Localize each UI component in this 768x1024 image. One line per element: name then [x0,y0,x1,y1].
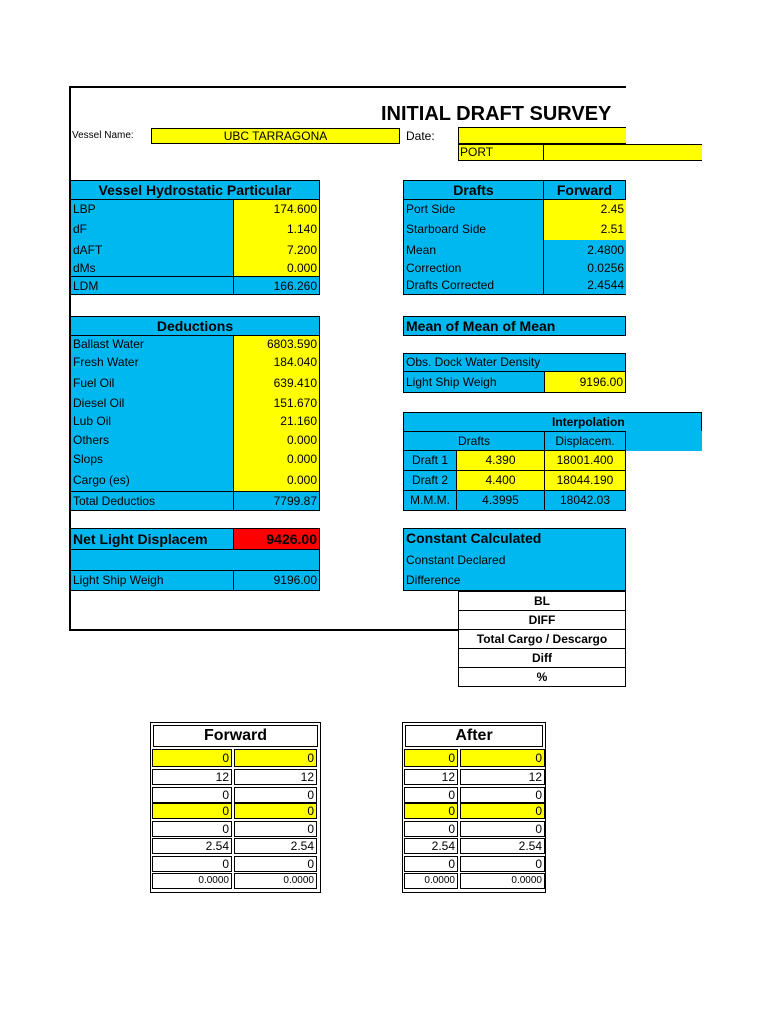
hydro-label: dAFT [70,240,234,260]
deduction-label: Cargo (es) [70,469,234,491]
forward_table-cell-a[interactable]: 0 [152,787,232,803]
hydro-label: dMs [70,259,234,277]
constant-header: Constant Calculated [406,530,542,546]
summary-row: Diff [458,648,626,668]
forward_table-cell-b[interactable]: 0 [234,787,317,803]
total-deductions-value: 7799.87 [273,494,317,508]
interp-drafts-col-header: Drafts [403,431,545,451]
forward_table-cell-a[interactable]: 0 [152,803,232,819]
after_table-cell-a[interactable]: 0 [404,821,458,837]
mmm-header: Mean of Mean of Mean [403,316,626,336]
port-label: PORT [460,145,494,159]
forward_table-cell-b[interactable]: 0 [234,856,317,872]
net-light-displacement-label: Net Light Displacem [70,528,234,550]
deduction-value[interactable]: 0.000 [233,431,320,450]
interp-row-draft: 4.3995 [456,490,545,511]
summary-row: % [458,667,626,687]
forward_table-cell-a[interactable]: 0 [152,821,232,837]
drafts-label: Correction [403,259,544,277]
drafts-label: Port Side [403,200,544,219]
drafts-label: Drafts Corrected [403,276,544,295]
after_table-cell-b[interactable]: 0 [460,856,545,872]
constant-declared-label: Constant Declared [406,553,506,567]
forward_table-cell-b[interactable]: 0.0000 [234,873,317,889]
hydro-header: Vessel Hydrostatic Particular [70,180,320,200]
drafts-value: 2.4544 [543,276,626,295]
interpolation-header: Interpolation [552,415,625,429]
interp-row-displacement[interactable]: 18001.400 [544,450,626,471]
deduction-label: Diesel Oil [70,395,234,412]
after_table-cell-a[interactable]: 0.0000 [404,873,458,889]
after_table-cell-a[interactable]: 0 [404,803,458,819]
hydro-value[interactable]: 0.000 [233,259,320,277]
hydro-label: dF [70,218,234,241]
total-deductions-label: Total Deductios [73,494,156,508]
drafts-forward-header: Forward [543,180,626,200]
vessel-name-field[interactable]: UBC TARRAGONA [151,128,400,144]
interp-row-label: Draft 2 [403,470,457,491]
interp-row-displacement[interactable]: 18044.190 [544,470,626,491]
forward_table-cell-a[interactable]: 0 [152,856,232,872]
after_table-cell-b[interactable]: 0 [460,787,545,803]
forward_table-cell-a[interactable]: 12 [152,769,232,785]
interp-displ-col-header: Displacem. [544,431,626,451]
dock-density-label: Obs. Dock Water Density [406,355,541,369]
after_table-cell-a[interactable]: 2.54 [404,838,458,854]
hydro-value[interactable]: 1.140 [233,218,320,241]
deductions-header: Deductions [70,316,320,336]
after-title: After [405,725,543,747]
hydro-label: LDM [70,276,234,295]
drafts-value: 0.0256 [543,259,626,277]
total-deductions-divider [233,491,234,511]
after_table-cell-a[interactable]: 12 [404,769,458,785]
hydro-label: LBP [70,200,234,219]
difference-label: Difference [406,573,461,587]
page-title: INITIAL DRAFT SURVEY [381,103,612,125]
forward-title: Forward [153,725,318,747]
deduction-value[interactable]: 0.000 [233,450,320,469]
interpolation-side-block [626,431,702,451]
drafts-value[interactable]: 2.45 [543,200,626,219]
after_table-cell-b[interactable]: 0 [460,749,545,767]
deduction-value[interactable]: 0.000 [233,469,320,491]
after_table-cell-b[interactable]: 12 [460,769,545,785]
hydro-value[interactable]: 7.200 [233,240,320,260]
after_table-cell-a[interactable]: 0 [404,787,458,803]
port-field[interactable] [458,144,544,161]
frame-top-line [69,86,626,88]
net-lightship-value: 9196.00 [233,570,320,591]
deduction-value[interactable]: 21.160 [233,412,320,431]
lightship-value[interactable]: 9196.00 [544,371,626,393]
net-lightship-label: Light Ship Weigh [73,573,164,587]
drafts-label: Starboard Side [403,218,544,241]
forward_table-cell-b[interactable]: 0 [234,749,317,767]
summary-row: Total Cargo / Descargo [458,629,626,649]
forward_table-cell-a[interactable]: 2.54 [152,838,232,854]
after_table-cell-b[interactable]: 0 [460,803,545,819]
interp-row-displacement: 18042.03 [544,490,626,511]
deduction-value[interactable]: 639.410 [233,371,320,395]
forward_table-cell-b[interactable]: 0 [234,821,317,837]
drafts-header: Drafts [403,180,544,200]
drafts-value: 2.4800 [543,240,626,260]
net-spacer-row [70,550,320,570]
dock-density-row [403,353,626,372]
interp-row-draft[interactable]: 4.400 [456,470,545,491]
drafts-label: Mean [403,240,544,260]
interp-row-draft[interactable]: 4.390 [456,450,545,471]
interp-row-label: Draft 1 [403,450,457,471]
net-light-displacement-value: 9426.00 [233,528,320,550]
deduction-label: Ballast Water [70,336,234,353]
deduction-label: Lub Oil [70,412,234,431]
date-field[interactable] [458,127,626,144]
forward_table-cell-a[interactable]: 0.0000 [152,873,232,889]
deduction-label: Fuel Oil [70,371,234,395]
lightship-label: Light Ship Weigh [406,375,497,389]
after_table-cell-a[interactable]: 0 [404,749,458,767]
total-deductions-row [70,491,320,511]
port-value-field[interactable] [543,144,702,161]
forward_table-cell-b[interactable]: 12 [234,769,317,785]
vessel-name-label: Vessel Name: [72,130,134,141]
hydro-value: 166.260 [233,276,320,295]
after_table-cell-b[interactable]: 0.0000 [460,873,545,889]
forward_table-cell-b[interactable]: 0 [234,803,317,819]
deduction-label: Slops [70,450,234,469]
drafts-value[interactable]: 2.51 [543,218,626,241]
interp-row-label: M.M.M. [403,490,457,511]
deduction-label: Others [70,431,234,450]
deduction-value[interactable]: 151.670 [233,395,320,412]
lightship-row [403,371,545,393]
after_table-cell-b[interactable]: 0 [460,821,545,837]
deduction-label: Fresh Water [70,353,234,371]
summary-row: BL [458,591,626,611]
deduction-value[interactable]: 184.040 [233,353,320,371]
hydro-value[interactable]: 174.600 [233,200,320,219]
net-lightship-row [70,570,234,591]
forward_table-cell-b[interactable]: 2.54 [234,838,317,854]
date-label: Date: [406,129,435,143]
after_table-cell-a[interactable]: 0 [404,856,458,872]
frame-bottom-line [69,629,459,631]
after_table-cell-b[interactable]: 2.54 [460,838,545,854]
summary-row: DIFF [458,610,626,630]
forward_table-cell-a[interactable]: 0 [152,749,232,767]
deduction-value[interactable]: 6803.590 [233,336,320,353]
